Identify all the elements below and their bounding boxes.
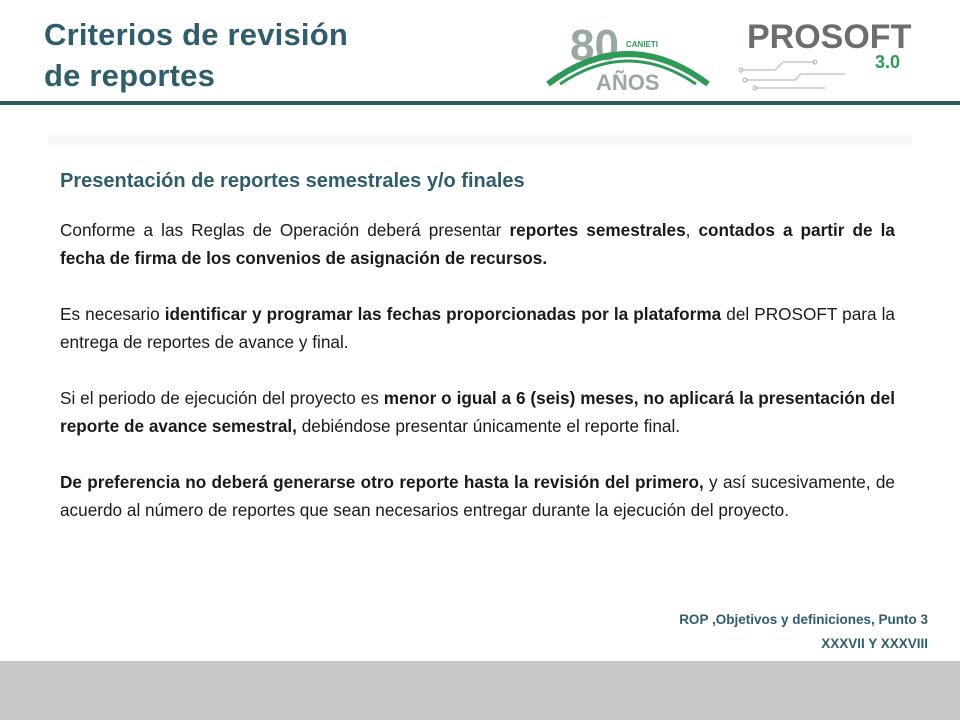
p3-bold-1: menor o igual a 6 (seis) meses, no aplicará la presentación del reporte de avance semestral,	[60, 388, 895, 436]
canieti-80-anos-logo	[540, 14, 716, 94]
logo-80-word: AÑOS	[596, 70, 660, 94]
paragraph-3	[60, 384, 895, 440]
slide-title	[44, 14, 464, 96]
reference-line-1: ROP ,Objetivos y definiciones, Punto 3	[679, 612, 928, 627]
source-reference	[508, 608, 928, 656]
paragraph-1	[60, 216, 895, 272]
p1-text-2: ,	[685, 220, 699, 240]
p4-text-1: y así sucesivamente, de acuerdo al número de reportes que sean necesarios entregar durante la ejecución del proyecto.	[60, 472, 895, 520]
p2-bold-1: identificar y programar las fechas proporcionadas por la plataforma	[164, 304, 722, 324]
reference-line-2: XXXVII Y XXXVIII	[821, 636, 928, 651]
prosoft-version: 3.0	[875, 52, 901, 72]
p1-text-1: Conforme a las Reglas de Operación deberá presentar	[60, 220, 510, 240]
paragraph-2	[60, 300, 895, 356]
p2-text-2: del PROSOFT para la entrega de reportes de avance y final.	[60, 304, 895, 352]
content-body	[60, 166, 895, 552]
title-line-1: Criterios de revisión	[44, 17, 348, 52]
logo-80-inner-text: CANIETI	[626, 40, 658, 49]
footer-band	[0, 661, 960, 720]
header-divider	[0, 101, 960, 105]
title-line-2: de reportes	[44, 58, 216, 93]
p4-bold-1: De preferencia no deberá generarse otro reporte hasta la revisión del primero,	[60, 472, 704, 492]
p3-text-2: debiéndose presentar únicamente el reporte final.	[296, 416, 681, 436]
logo-80-number: 80	[570, 21, 619, 70]
section-title: Presentación de reportes semestrales y/o finales	[60, 170, 525, 192]
subheader-band	[48, 132, 912, 148]
p1-bold-2: contados a partir de la fecha de firma de los convenios de asignación de recursos.	[60, 220, 895, 268]
p1-bold-1: reportes semestrales	[509, 220, 686, 240]
prosoft-wordmark: PROSOFT	[747, 18, 912, 56]
p2-text-1: Es necesario	[60, 304, 165, 324]
circuit-lines-icon	[739, 60, 845, 90]
paragraph-4	[60, 468, 895, 524]
p3-text-1: Si el periodo de ejecución del proyecto es	[60, 388, 384, 408]
prosoft-logo	[735, 10, 935, 94]
